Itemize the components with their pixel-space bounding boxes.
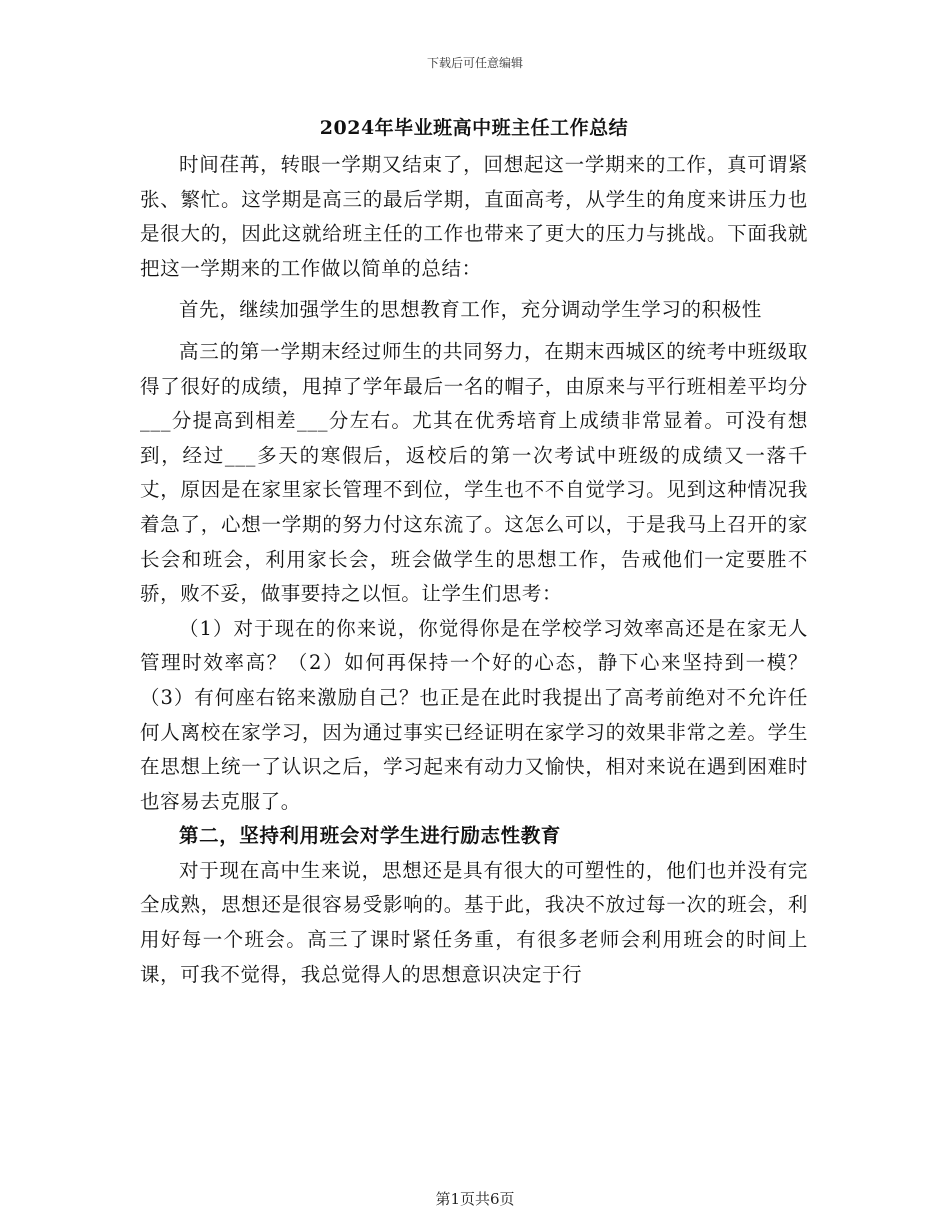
paragraph-class-meetings: 对于现在高中生来说，思想还是具有很大的可塑性的，他们也并没有完全成熟，思想还是很容易受影响的。基于此，我决不放过每一次的班会，利用好每一个班会。高三了课时紧任务重，有很多老师会利用班会的时间上课，可我不觉得，我总觉得人的思想意识决定于行 xyxy=(140,858,808,986)
document-body xyxy=(140,112,808,992)
paragraph-questions: （1）对于现在的你来说，你觉得你是在学校学习效率高还是在家无人管理时效率高？（2）如何再保持一个好的心态，静下心来坚持到一模？（3）有何座右铭来激励自己？也正是在此时我提出了高考前绝对不允许任何人离校在家学习，因为通过事实已经证明在家学习的效果非常之差。学生在思想上统一了认识之后，学习起来有动力又愉快，相对来说在遇到困难时也容易去克服了。 xyxy=(140,616,808,813)
page-number: 第1页共6页 xyxy=(435,1190,515,1208)
page-header-note: 下载后可任意编辑 xyxy=(426,56,523,70)
section-heading-second: 第二，坚持利用班会对学生进行励志性教育 xyxy=(179,824,561,848)
paragraph-intro: 时间荏苒，转眼一学期又结束了，回想起这一学期来的工作，真可谓紧张、繁忙。这学期是高三的最后学期，直面高考，从学生的角度来讲压力也是很大的，因此这就给班主任的工作也带来了更大的压力与挑战。下面我就把这一学期来的工作做以简单的总结： xyxy=(140,153,808,280)
paragraph-exam-results: 高三的第一学期末经过师生的共同努力，在期末西城区的统考中班级取得了很好的成绩，甩掉了学年最后一名的帽子，由原来与平行班相差平均分___分提高到相差___分左右。尤其在优秀培育上成绩非常显着。可没有想到，经过___多天的寒假后，返校后的第一次考试中班级的成绩又一落千丈，原因是在家里家长管理不到位，学生也不不自觉学习。见到这种情况我着急了，心想一学期的努力付这东流了。这怎么可以，于是我马上召开的家长会和班会，利用家长会，班会做学生的思想工作，告戒他们一定要胜不骄，败不妥，做事要持之以恒。让学生们思考： xyxy=(140,339,808,606)
section-heading-first: 首先，继续加强学生的思想教育工作，充分调动学生学习的积极性 xyxy=(179,298,762,322)
document-title: 2024年毕业班高中班主任工作总结 xyxy=(319,117,629,139)
